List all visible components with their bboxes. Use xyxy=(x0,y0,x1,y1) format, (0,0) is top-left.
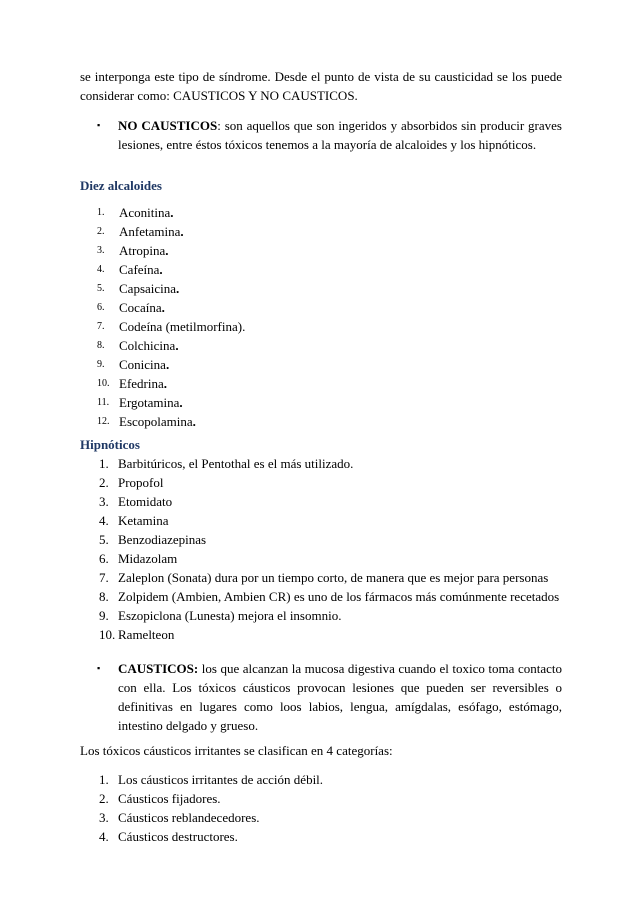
list-number: 9. xyxy=(99,608,109,623)
alcaloide-name: Cocaína xyxy=(119,300,162,315)
list-number: 10. xyxy=(99,627,116,642)
list-item xyxy=(80,625,562,644)
alcaloide-name: Codeína (metilmorfina). xyxy=(119,319,246,334)
list-text xyxy=(119,203,174,222)
alcaloide-name: Colchicina xyxy=(119,338,176,353)
square-bullet-icon: ▪ xyxy=(97,120,101,130)
list-text xyxy=(119,374,167,393)
alcaloide-dot: . xyxy=(192,414,196,429)
list-item xyxy=(80,298,562,317)
alcaloide-name: Aconitina xyxy=(119,205,171,220)
alcaloide-dot: . xyxy=(163,376,168,391)
list-text: Zolpidem (Ambien, Ambien CR) es uno de los fármacos más comúnmente recetados xyxy=(118,589,560,604)
list-item xyxy=(80,241,562,260)
list-number: 7. xyxy=(97,321,105,332)
list-text: Cáusticos destructores. xyxy=(118,829,238,844)
list-number: 3. xyxy=(99,494,109,509)
list-text xyxy=(119,336,179,355)
alcaloide-dot: . xyxy=(165,243,169,258)
no-causticos-item xyxy=(80,116,562,154)
list-text: Midazolam xyxy=(118,551,178,566)
alcaloide-dot: . xyxy=(165,357,170,372)
list-item xyxy=(80,473,562,492)
list-item xyxy=(80,222,562,241)
list-text: Cáusticos fijadores. xyxy=(118,791,221,806)
alcaloide-name: Cafeína xyxy=(119,262,160,277)
square-bullet-icon: ▪ xyxy=(97,663,101,673)
list-item xyxy=(80,412,562,431)
list-number: 3. xyxy=(97,245,105,256)
causticos-description: los que alcanzan la mucosa digestiva cuando el toxico toma contacto con ella. Los tóxicos cáusticos provocan lesiones que pueden ser reversibles o definitivas en lugares como loos labios, lengua, amígdalas, esófago, estómago, intestino delgado y grueso. xyxy=(118,661,562,733)
list-number: 1. xyxy=(99,456,109,471)
list-text: Eszopiclona (Lunesta) mejora el insomnio. xyxy=(118,608,342,623)
alcaloide-dot: . xyxy=(159,262,163,277)
list-item xyxy=(80,770,562,789)
no-causticos-text xyxy=(118,116,562,154)
list-number: 4. xyxy=(97,264,105,275)
list-text: Ramelteon xyxy=(118,627,175,642)
list-item xyxy=(80,454,562,473)
alcaloide-name: Efedrina xyxy=(119,376,164,391)
list-number: 8. xyxy=(99,589,109,604)
list-text: Ketamina xyxy=(118,513,169,528)
list-text xyxy=(119,279,179,298)
alcaloide-dot: . xyxy=(180,224,184,239)
list-item xyxy=(80,827,562,846)
list-number: 5. xyxy=(99,532,109,547)
list-text: Propofol xyxy=(118,475,164,490)
list-text xyxy=(119,222,184,241)
list-number: 2. xyxy=(99,791,109,806)
list-number: 11. xyxy=(97,397,110,408)
hipnoticos-heading: Hipnóticos xyxy=(80,437,140,452)
list-item xyxy=(80,203,562,222)
document-body xyxy=(80,67,562,846)
alcaloide-dot: . xyxy=(176,281,180,296)
list-item xyxy=(80,606,562,625)
causticos-item xyxy=(80,659,562,735)
alcaloide-name: Atropina xyxy=(119,243,166,258)
list-number: 2. xyxy=(99,475,109,490)
list-number: 12. xyxy=(97,416,110,427)
list-text xyxy=(119,260,163,279)
list-text xyxy=(119,298,165,317)
list-number: 8. xyxy=(97,340,105,351)
causticos-text xyxy=(118,659,562,735)
list-number: 3. xyxy=(99,810,109,825)
list-number: 1. xyxy=(97,207,105,218)
list-item xyxy=(80,336,562,355)
categorias-list xyxy=(80,770,562,846)
list-number: 4. xyxy=(99,829,109,844)
list-item xyxy=(80,808,562,827)
alcaloide-name: Escopolamina xyxy=(119,414,193,429)
list-text: Benzodiazepinas xyxy=(118,532,207,547)
list-number: 5. xyxy=(97,283,105,294)
list-text xyxy=(119,412,196,431)
alcaloide-dot: . xyxy=(179,395,183,410)
categorias-intro: Los tóxicos cáusticos irritantes se clasifican en 4 categorías: xyxy=(80,743,393,758)
alcaloide-name: Conicina xyxy=(119,357,166,372)
list-text: Cáusticos reblandecedores. xyxy=(118,810,260,825)
list-text xyxy=(119,355,169,374)
list-text xyxy=(119,241,168,260)
no-causticos-description: : son aquellos que son ingeridos y absorbidos sin producir graves lesiones, entre éstos tóxicos tenemos a la mayoría de alcaloides y los hipnóticos. xyxy=(118,118,562,152)
list-number: 7. xyxy=(99,570,109,585)
list-item xyxy=(80,355,562,374)
alcaloides-heading: Diez alcaloides xyxy=(80,178,162,193)
list-item xyxy=(80,549,562,568)
list-item xyxy=(80,789,562,808)
list-item xyxy=(80,260,562,279)
alcaloides-list xyxy=(80,203,562,431)
alcaloide-dot: . xyxy=(170,205,174,220)
list-item xyxy=(80,374,562,393)
alcaloide-name: Anfetamina xyxy=(119,224,181,239)
list-item xyxy=(80,317,562,336)
list-item xyxy=(80,279,562,298)
no-causticos-term: NO CAUSTICOS xyxy=(118,118,218,133)
list-item xyxy=(80,587,562,606)
list-number: 4. xyxy=(99,513,109,528)
alcaloide-name: Capsaicina xyxy=(119,281,177,296)
list-number: 2. xyxy=(97,226,105,237)
list-number: 9. xyxy=(97,359,105,370)
list-item xyxy=(80,568,562,587)
list-number: 10. xyxy=(97,378,110,389)
list-text xyxy=(119,317,245,336)
hipnoticos-list xyxy=(80,454,562,644)
list-text: Barbitúricos, el Pentothal es el más utilizado. xyxy=(118,456,354,471)
alcaloide-dot: . xyxy=(161,300,165,315)
alcaloide-dot: . xyxy=(175,338,179,353)
list-text: Zaleplon (Sonata) dura por un tiempo corto, de manera que es mejor para personas xyxy=(118,570,549,585)
list-text: Los cáusticos irritantes de acción débil. xyxy=(118,772,324,787)
list-text xyxy=(119,393,183,412)
list-number: 6. xyxy=(97,302,105,313)
intro-paragraph: se interponga este tipo de síndrome. Desde el punto de vista de su causticidad se los puede considerar como: CAUSTICOS Y NO CAUSTICOS. xyxy=(80,69,562,103)
list-item xyxy=(80,492,562,511)
list-item xyxy=(80,511,562,530)
list-text: Etomidato xyxy=(118,494,173,509)
list-number: 1. xyxy=(99,772,109,787)
list-item xyxy=(80,393,562,412)
list-item xyxy=(80,530,562,549)
causticos-term: CAUSTICOS: xyxy=(118,661,199,676)
alcaloide-name: Ergotamina xyxy=(119,395,180,410)
list-number: 6. xyxy=(99,551,109,566)
